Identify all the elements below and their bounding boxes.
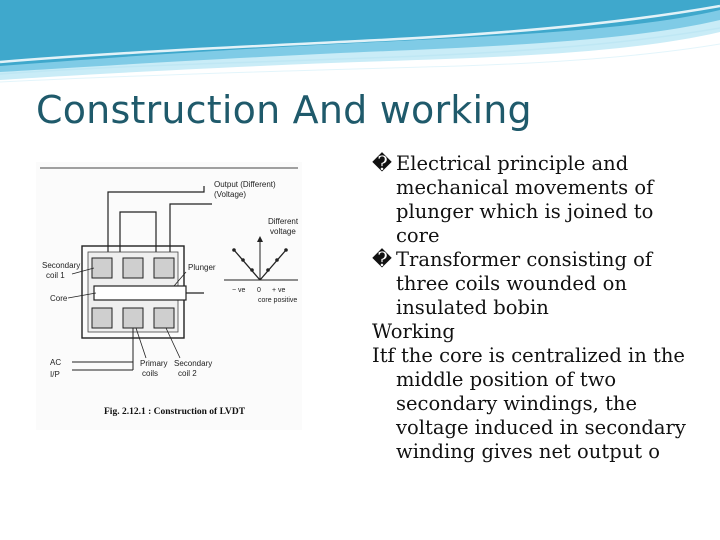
bullet-glyph: � (372, 248, 392, 271)
label-voltage: (Voltage) (214, 190, 247, 199)
bullet-glyph: � (372, 152, 392, 175)
lvdt-diagram (36, 162, 302, 430)
label-core-positive: core positive (258, 297, 298, 304)
label-core: Core (50, 294, 68, 303)
label-ip: I/P (50, 370, 60, 379)
label-primary-a: Primary (140, 359, 168, 368)
label-plunger: Plunger (188, 263, 216, 272)
lvdt-figure (36, 162, 302, 430)
header-swoosh (0, 0, 720, 90)
working-body-text: Itf the core is centralized in the middle position of two secondary windings, the voltage induced in secondary winding gives net output o (372, 344, 686, 463)
bullet-paragraph-2 (372, 248, 702, 320)
label-minus-ve: − ve (232, 287, 246, 294)
label-zero: 0 (257, 287, 261, 294)
bullet-text-2: Transformer consisting of three coils wounded on insulated bobin (396, 248, 653, 319)
slide-body (372, 152, 702, 464)
label-secondary-coil1-b: coil 1 (46, 271, 65, 280)
bullet-paragraph-1 (372, 152, 702, 248)
working-text: Working (372, 320, 455, 343)
label-plus-ve: + ve (272, 287, 286, 294)
figure-caption: Fig. 2.12.1 : Construction of LVDT (104, 407, 246, 417)
working-paragraph (372, 344, 702, 464)
working-heading (372, 320, 702, 344)
bullet-text-1: Electrical principle and mechanical movements of plunger which is joined to core (396, 152, 654, 247)
label-voltage2: voltage (270, 227, 296, 236)
label-output: Output (Different) (214, 180, 276, 189)
label-secondary-coil1-a: Secondary (42, 261, 81, 270)
label-different: Different (268, 217, 299, 226)
label-secondary-coil2-b: coil 2 (178, 369, 197, 378)
slide-title: Construction And working (36, 88, 532, 132)
label-ac: AC (50, 358, 62, 367)
label-secondary-coil2-a: Secondary (174, 359, 213, 368)
label-primary-b: coils (142, 369, 159, 378)
